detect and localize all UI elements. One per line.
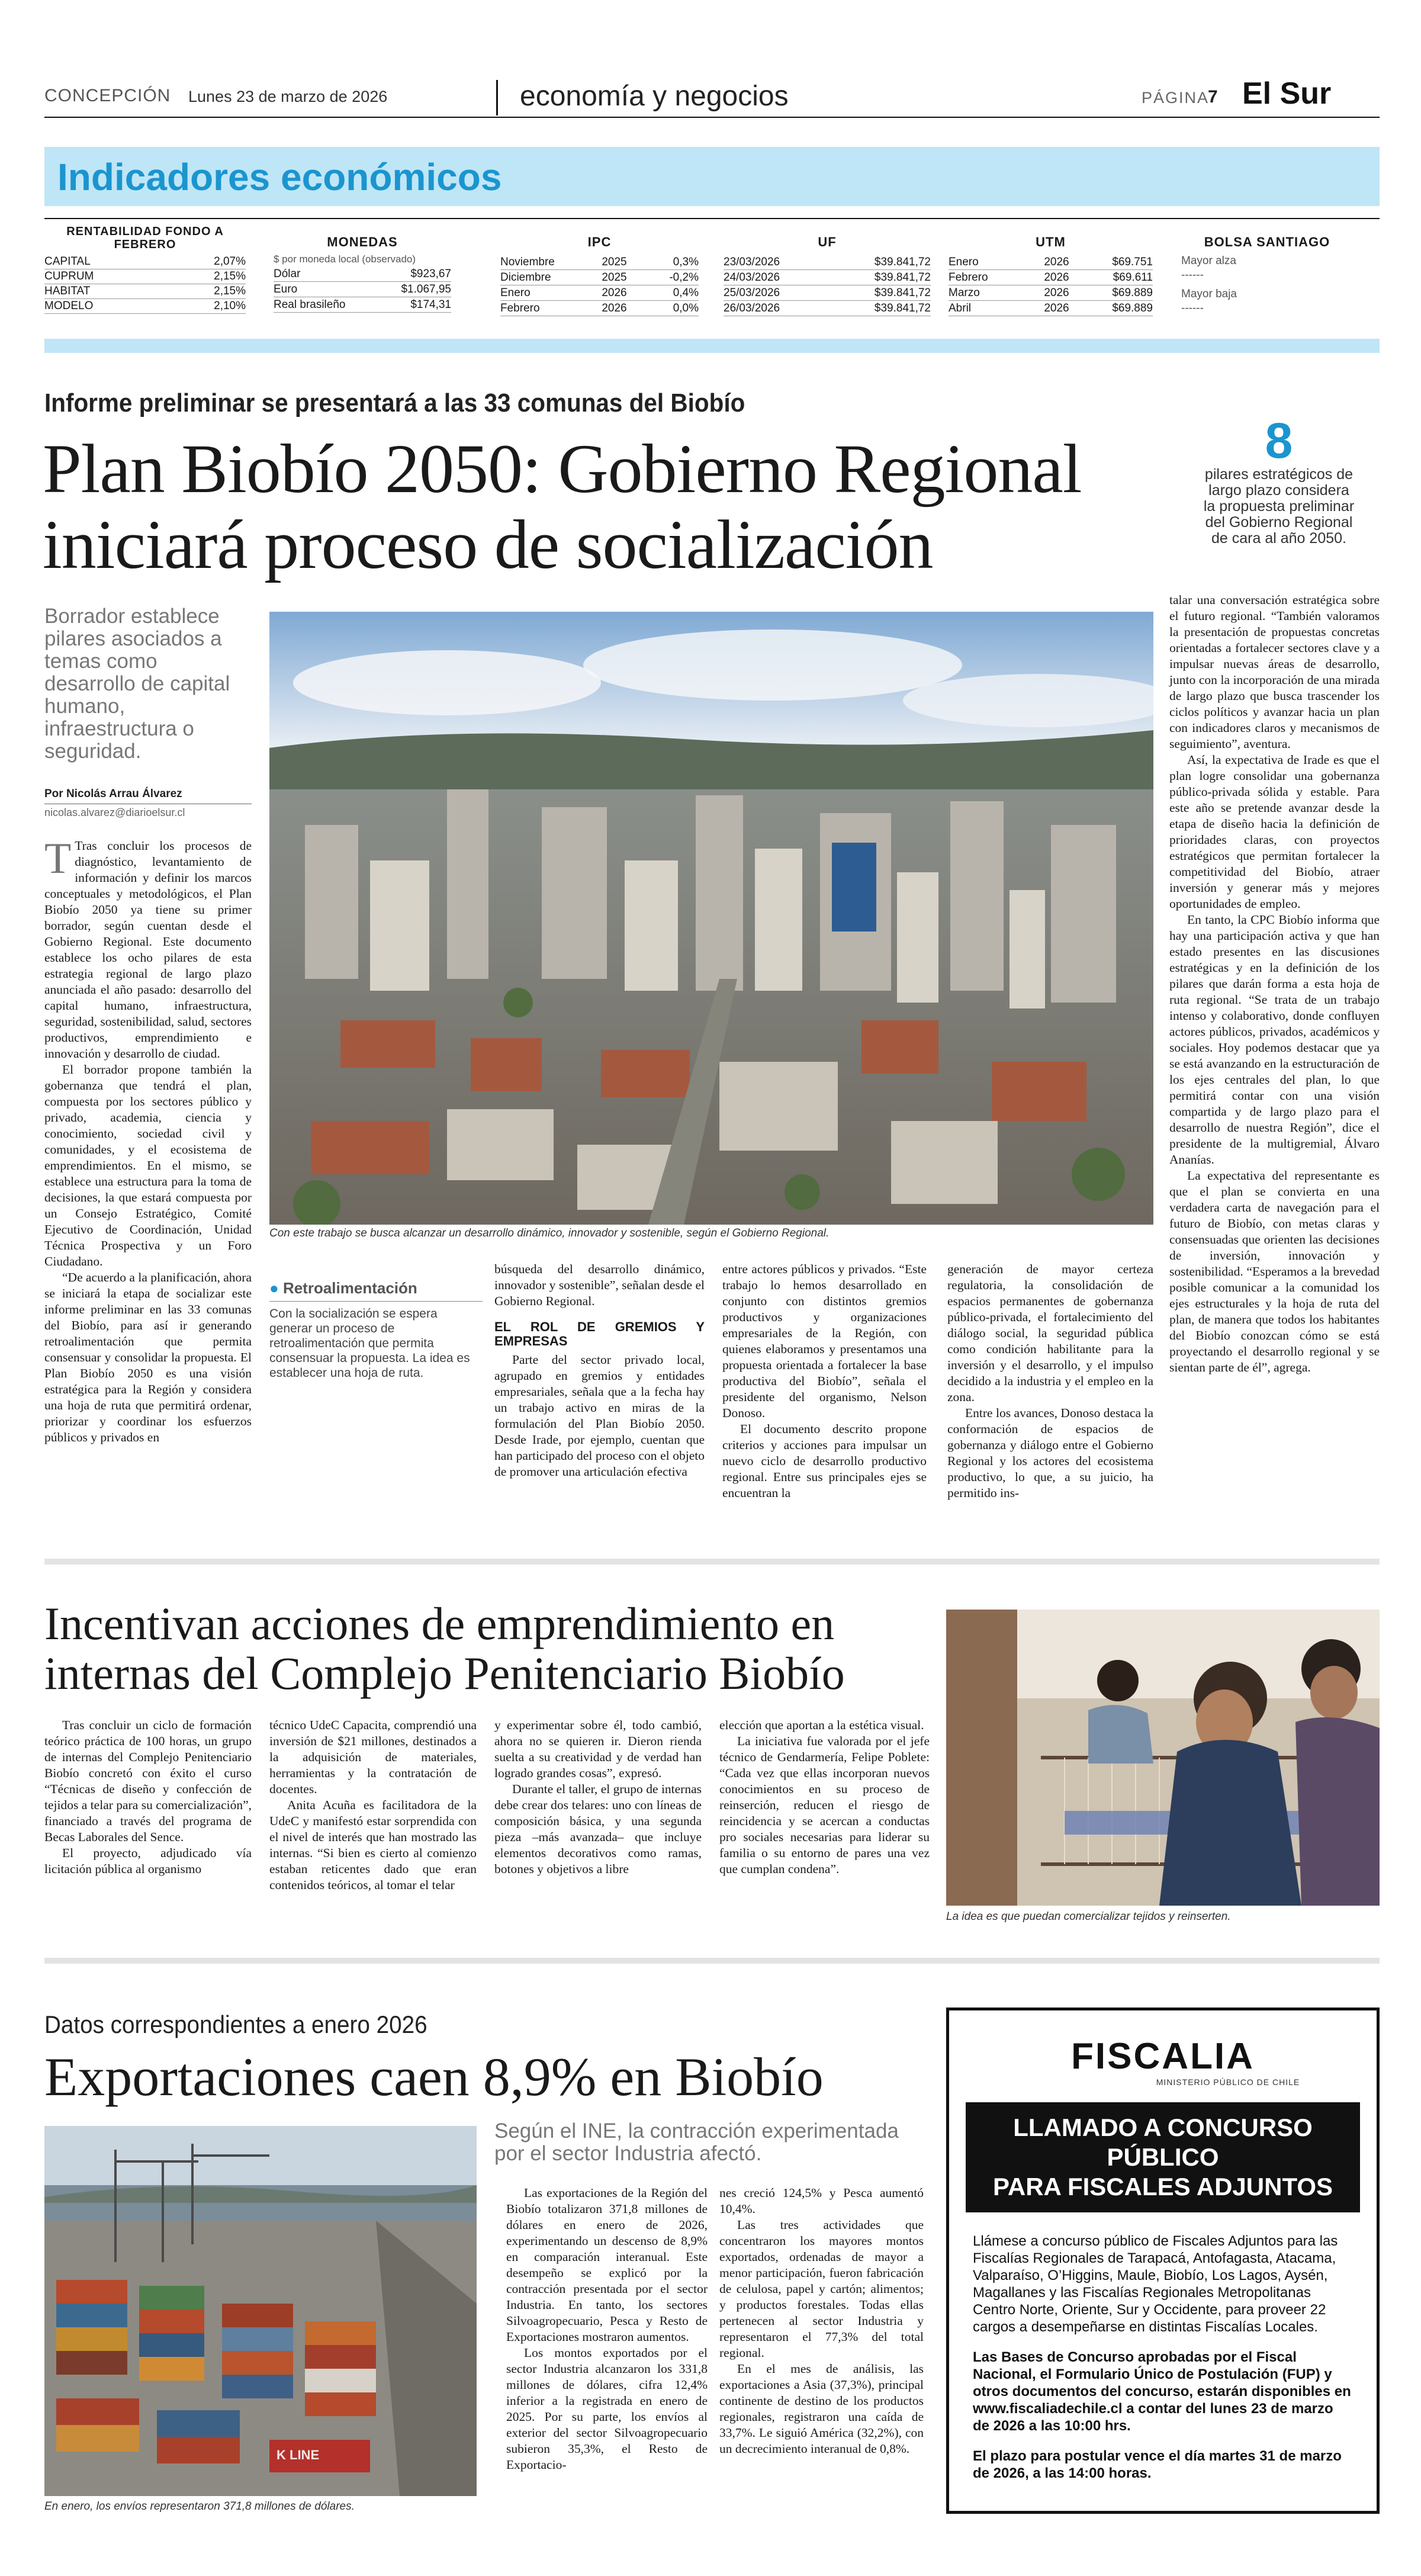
- paragraph: nes creció 124,5% y Pesca aumentó 10,4%.: [719, 2186, 924, 2216]
- article1-kicker: Informe preliminar se presentará a las 33 comunas del Biobío: [44, 388, 745, 417]
- currency-value: $1.067,95: [401, 283, 451, 295]
- ipc-value: -0,2%: [669, 271, 699, 284]
- weaving-photo: [946, 1610, 1380, 1906]
- article1-col3: [494, 1261, 705, 1480]
- ad-paragraph-1: Llámese a concurso público de Fiscales Adjuntos para las Fiscalías Regionales de Tarapacá, Antofagasta, Atacama, Valparaíso, O’Higgins, Maule, Biobío, Los Lagos, Aysén, Magallanes y las Fiscalías Regionales Metropolitanas Centro Norte, Oriente, Sur y Occidente, para proveer 22 cargos a desempeñarse en distintas Fiscalías Locales.: [973, 2233, 1338, 2335]
- utm-year: 2026: [1044, 271, 1069, 284]
- port-photo-caption: En enero, los envíos representaron 371,8 millones de dólares.: [44, 2500, 355, 2513]
- fund-title-line1: RENTABILIDAD FONDO A: [66, 225, 224, 238]
- paragraph: En tanto, la CPC Biobío informa que hay una participación activa y que han estado presentes en las discusiones estratégicas y en la definición de los pilares que darán forma a esta hoja de ruta regional. “Se trata de un trabajo intenso y colaborativo, donde confluyen actores públicos, privados, académicos y sociales. Hoy podemos destacar que ya se está avanzando en la estructuración de los ejes centrales del plan, lo que permitirá contar con una visión compartida y de largo plazo para el desarrollo de nuestra Región”, dice el presidente de la multigremial, Álvaro Ananías.: [1169, 913, 1380, 1167]
- currency-table: [274, 235, 451, 313]
- byline-email[interactable]: nicolas.alvarez@diarioelsur.cl: [44, 807, 185, 818]
- utm-month: Febrero: [949, 271, 988, 284]
- paragraph: Las exportaciones de la Región del Biobío totalizaron 371,8 millones de dólares en enero de 2026, experimentando un descenso de 8,9% en comparación interanual. Este desempeño se explicó por la contracción presentada por el sector Industria. En tanto, los sectores Silvoagropecuario, Pesca y Resto de Exportaciones mostraron aumentos.: [506, 2186, 708, 2344]
- utm-year: 2026: [1044, 256, 1069, 268]
- utm-year: 2026: [1044, 287, 1069, 299]
- article3-col2: [719, 2185, 924, 2457]
- paragraph: Anita Acuña es facilitadora de la UdeC y manifestó estar sorprendida con el nivel de interés que han mostrado las internas. “Si bien es cierto al comienzo estaban reticentes dado que eran contenidos teóricos, al tomar el telar: [269, 1798, 477, 1892]
- ipc-year: 2026: [602, 287, 627, 299]
- article3-headline: Exportaciones caen 8,9% en Biobío: [44, 2047, 824, 2107]
- stock-up-value: ------: [1181, 269, 1204, 281]
- ipc-month: Febrero: [500, 302, 540, 314]
- stock-down-value: ------: [1181, 302, 1204, 314]
- stock-down-label: Mayor baja: [1181, 288, 1237, 300]
- ad-title-line: LLAMADO A CONCURSO PÚBLICO: [1013, 2114, 1313, 2171]
- uf-value: $39.841,72: [874, 287, 931, 299]
- paragraph: y experimentar sobre él, todo cambió, ahora no se quieren ir. Dieron rienda suelta a su creatividad y de verdad han logrado grandes cosas”, expresó.: [494, 1718, 702, 1780]
- fiscalia-logo: FISCALIA: [1071, 2036, 1255, 2077]
- article3-deck: Según el INE, la contracción experimentada por el sector Industria afectó.: [494, 2119, 899, 2165]
- city-photo: [269, 612, 1153, 1225]
- currency-value: $923,67: [410, 268, 451, 280]
- indicators-banner: [44, 147, 1380, 206]
- paragraph: La expectativa del representante es que el plan se convierta en una verdadera carta de navegación para el futuro de Biobío, con metas claras y consensuadas que orienten las decisiones de inversión, innovación y sostenibilidad. “Esperamos a la brevedad posible comunicar a la comunidad los ejes estructurales y la hoja de ruta del plan, de manera que todos los habitantes del Biobío conozcan cómo se está proyectando el desarrollo regional y se sientan parte de él”, agrega.: [1169, 1168, 1380, 1374]
- uf-value: $39.841,72: [874, 256, 931, 268]
- article2-col1: [44, 1717, 252, 1877]
- ad-paragraph-2: Las Bases de Concurso aprobadas por el Fiscal Nacional, el Formulario Único de Postulación (FUP) y otros documentos del concurso, estarán disponibles en www.fiscaliadechile.cl a contar del lunes 23 de marzo de 2026 a las 10:00 hrs.: [973, 2349, 1351, 2434]
- utm-month: Abril: [949, 302, 972, 314]
- paragraph: Durante el taller, el grupo de internas debe crear dos telares: uno con líneas de composición básica, y una segunda pieza –más avanzada– que incluye elementos decorativos como ramas, botones y objetivos a libre: [494, 1782, 702, 1876]
- page-label: PÁGINA: [1142, 89, 1210, 107]
- subhead: EL ROL DE GREMIOS Y EMPRESAS: [494, 1319, 705, 1348]
- utm-year: 2026: [1044, 302, 1069, 314]
- paragraph: El proyecto, adjudicado vía licitación pública al organismo: [44, 1846, 252, 1876]
- paragraph: Entre los avances, Donoso destaca la conformación de espacios de gobernanza y diálogo entre el Gobierno Regional y los actores del ecosistema productivo, lo que, a su juicio, ha permitido ins-: [947, 1406, 1153, 1500]
- page-number: 7: [1208, 87, 1218, 107]
- paragraph: Las tres actividades que concentraron los mayores montos exportados, ordenadas de mayor a menor participación, fueron fabricación de celulosa, papel y cartón; alimentos; y productos forestales. Todas ellas pertenecen al sector Industria y representaron el 77,3% del total regional.: [719, 2218, 924, 2360]
- fund-title-line2: FEBRERO: [114, 238, 176, 251]
- paragraph: La iniciativa fue valorada por el jefe técnico de Gendarmería, Felipe Poblete: “Cada vez que ellas incorporan nuevos conocimientos en su proceso de reinserción, reducen el riesgo de reincidencia y se acercan a conductas pro sociales necesarias para liderar su familia o su entorno de pares una vez que cumplan condena”.: [719, 1734, 930, 1876]
- utm-value: $69.889: [1112, 302, 1153, 314]
- paragraph: elección que aportan a la estética visual.: [719, 1718, 924, 1732]
- article2-headline: [44, 1599, 845, 1698]
- pension-fund-table: [44, 225, 246, 314]
- section-title: economía y negocios: [520, 81, 789, 112]
- utm-title: UTM: [1036, 235, 1066, 249]
- utm-month: Marzo: [949, 287, 980, 299]
- stat-box: [1202, 415, 1356, 547]
- article1-col5: [947, 1261, 1153, 1501]
- paragraph: Tras concluir un ciclo de formación teórico práctica de 100 horas, un grupo de internas del Complejo Penitenciario Biobío concretó con éxito el curso “Técnicas de diseño y confección de tejidos a telar para su comercialización”, financiado a través del programa de Becas Laborales del Sence.: [44, 1718, 252, 1844]
- currency-value: $174,31: [410, 298, 451, 311]
- article1-deck: Borrador establece pilares asociados a temas como desarrollo de capital humano, infraestructura o seguridad.: [44, 605, 230, 763]
- article1-col6: [1169, 592, 1380, 1376]
- ipc-value: 0,4%: [673, 287, 699, 299]
- utm-table: [949, 235, 1153, 316]
- indicators-bottom-bar: [44, 339, 1380, 353]
- stat-text: pilares estratégicos de largo plazo considera la propuesta preliminar del Gobierno Regional de cara al año 2050.: [1203, 466, 1355, 547]
- utm-value: $69.889: [1112, 287, 1153, 299]
- ipc-table: [500, 235, 699, 316]
- uf-value: $39.841,72: [874, 302, 931, 314]
- fund-value: 2,15%: [214, 285, 246, 297]
- paragraph: Los montos exportados por el sector Industria alcanzaron los 331,8 millones de dólares, cifra 12,4% inferior a la registrada en enero de 2025. Por su parte, los envíos al exterior del sector Silvoagropecuario subieron 35,3%, el Resto de Exportacio-: [506, 2346, 708, 2472]
- currency-name: Euro: [274, 283, 298, 295]
- sidebar-title: Retroalimentación: [282, 1279, 417, 1297]
- ad-title-line: PARA FISCALES ADJUNTOS: [992, 2173, 1333, 2201]
- container-label: K LINE: [277, 2447, 320, 2462]
- article2-col4: [719, 1717, 930, 1877]
- paragraph: El documento descrito propone criterios y acciones para impulsar un nuevo ciclo de desarrollo productivo regional. Entre sus principales ejes se encuentran la: [722, 1422, 927, 1500]
- fund-name: HABITAT: [44, 285, 91, 297]
- ipc-value: 0,0%: [673, 302, 699, 314]
- paragraph: Así, la expectativa de Irade es que el plan logre consolidar una gobernanza público-privada sólida y estable. Para este año se pretende avanzar desde la etapa de diseño hacia la definición de prioridades claras, con proyectos estratégicos que permitan fortalecer la competitividad del Biobío, atraer inversión y generar más y mejores oportunidades de empleo.: [1169, 753, 1380, 911]
- uf-date: 25/03/2026: [724, 287, 780, 299]
- issue-date: Lunes 23 de marzo de 2026: [188, 88, 388, 105]
- utm-value: $69.751: [1112, 256, 1153, 268]
- ipc-month: Noviembre: [500, 256, 555, 268]
- paragraph: técnico UdeC Capacita, comprendió una inversión de $21 millones, destinados a la adquisición de materiales, herramientas y la contratación de docentes.: [269, 1718, 477, 1796]
- drop-cap: T: [44, 834, 72, 883]
- paragraph: búsqueda del desarrollo dinámico, innovador y sostenible”, señalan desde el Gobierno Regional.: [494, 1262, 705, 1308]
- ad-title-box: [966, 2102, 1360, 2212]
- currency-name: Dólar: [274, 268, 301, 280]
- fund-value: 2,10%: [214, 300, 246, 312]
- ipc-year: 2026: [602, 302, 627, 314]
- city-photo-caption: Con este trabajo se busca alcanzar un desarrollo dinámico, innovador y sostenible, según el Gobierno Regional.: [269, 1227, 830, 1239]
- fund-value: 2,07%: [214, 255, 246, 268]
- bullet-icon: ●: [269, 1279, 283, 1297]
- article1-col1: [44, 834, 252, 1446]
- currency-name: Real brasileño: [274, 298, 346, 311]
- stock-title: BOLSA SANTIAGO: [1204, 235, 1330, 249]
- ipc-year: 2025: [602, 271, 627, 284]
- fund-value: 2,15%: [214, 270, 246, 282]
- fund-name: CAPITAL: [44, 255, 91, 268]
- article3-col1: [506, 2185, 708, 2473]
- currency-title: MONEDAS: [327, 235, 398, 249]
- fiscalia-ad: [946, 2008, 1380, 2514]
- fund-name: CUPRUM: [44, 270, 94, 282]
- currency-subtitle: $ por moneda local (observado): [274, 253, 416, 265]
- article2-col3: [494, 1717, 702, 1877]
- fiscalia-logo-sub: MINISTERIO PÚBLICO DE CHILE: [1156, 2077, 1300, 2087]
- utm-value: $69.611: [1113, 271, 1153, 284]
- ipc-value: 0,3%: [673, 256, 699, 268]
- headline-line: iniciará proceso de socialización: [43, 506, 933, 583]
- indicators-title: Indicadores económicos: [57, 156, 502, 198]
- paragraph: Parte del sector privado local, agrupado en gremios y entidades empresariales, señala que a la fecha hay un trabajo activo en miras de la formulación del Plan Biobío 2050. Desde Irade, por ejemplo, cuentan que han participado del proceso con el objeto de promover una articulación efectiva: [494, 1353, 705, 1479]
- byline: Por Nicolás Arrau Álvarez: [44, 788, 182, 800]
- paragraph: generación de mayor certeza regulatoria, la consolidación de espacios permanentes de gobernanza público-privada, el fortalecimiento del diálogo social, la seguridad pública como condición habilitante para la inversión y el desarrollo, y el impulso decidido a la industria y el empleo en la zona.: [947, 1262, 1153, 1404]
- uf-value: $39.841,72: [874, 271, 931, 284]
- uf-table: [724, 235, 931, 316]
- weaving-photo-caption: La idea es que puedan comercializar tejidos y reinserten.: [946, 1910, 1231, 1923]
- stock-up-label: Mayor alza: [1181, 255, 1236, 267]
- uf-title: UF: [818, 235, 837, 249]
- city-label: CONCEPCIÓN: [44, 86, 171, 105]
- stock-exchange-box: [1181, 235, 1353, 316]
- stat-number: 8: [1265, 413, 1293, 468]
- uf-date: 23/03/2026: [724, 256, 780, 268]
- uf-date: 24/03/2026: [724, 271, 780, 284]
- ipc-title: IPC: [587, 235, 612, 249]
- ipc-month: Diciembre: [500, 271, 551, 284]
- paragraph: entre actores públicos y privados. “Este trabajo lo hemos desarrollado en conjunto con distintos gremios productivos y organizaciones empresariales de la Región, con quienes elaboramos y presentamos una propuesta orientada a fortalecer la base productiva del Biobío”, señala el presidente del organismo, Nelson Donoso.: [722, 1262, 927, 1420]
- newspaper-logo: El Sur: [1242, 76, 1332, 111]
- ipc-month: Enero: [500, 287, 531, 299]
- fund-name: MODELO: [44, 300, 94, 312]
- port-photo: [44, 2126, 477, 2496]
- article2-col2: [269, 1717, 477, 1893]
- ipc-year: 2025: [602, 256, 627, 268]
- paragraph: talar una conversación estratégica sobre el futuro regional. “También valoramos la presentación de propuestas concretas orientadas a fortalecer sectores clave y a impulsar nuevas áreas de desarrollo, junto con la incorporación de una mirada de largo plazo que busca trascender los ciclos políticos y avanzar hacia un plan con indicadores claros y mecanismos de seguimiento”, aventura.: [1169, 593, 1380, 751]
- article1-col4: [722, 1261, 927, 1501]
- paragraph: “De acuerdo a la planificación, ahora se iniciará la etapa de socializar este informe preliminar en las 33 comunas del Biobío, para así ir generando retroalimentación que permita consensuar y consolidar la propuesta. El Plan Biobío 2050 es una visión estratégica para la Región y considera una hoja de ruta que permitirá ordenar, priorizar y coordinar los esfuerzos públicos y privados en: [44, 1270, 252, 1444]
- sidebar-text: Con la socialización se espera generar un proceso de retroalimentación que permita consensuar la propuesta. La idea es establecer una hoja de ruta.: [269, 1307, 470, 1380]
- uf-date: 26/03/2026: [724, 302, 780, 314]
- headline-line: Plan Biobío 2050: Gobierno Regional: [43, 430, 1082, 508]
- article3-kicker: Datos correspondientes a enero 2026: [44, 2010, 427, 2038]
- headline-line: internas del Complejo Penitenciario Biobío: [44, 1647, 845, 1699]
- paragraph: En el mes de análisis, las exportaciones a Asia (37,3%), principal continente de destino de los productos regionales, registraron una caída de 33,7%. Le siguió América (32,2%), con un decrecimiento interanual de 0,8%.: [719, 2362, 924, 2456]
- utm-month: Enero: [949, 256, 979, 268]
- paragraph: Tras concluir los procesos de diagnóstico, levantamiento de información y definir los marcos conceptuales y metodológicos, el Plan Biobío 2050 ya tiene su primer borrador, según cuentan desde el Gobierno Regional. Este documento establece los ocho pilares de esta estrategia regional de largo plazo anunciada el año pasado: desarrollo del capital humano, infraestructura, seguridad, sostenibilidad, salud, sectores productivos, emprendimiento e innovación y desarrollo de ciudad.: [44, 839, 252, 1061]
- article1-headline: [43, 431, 1082, 583]
- sidebar-feedback: [269, 1279, 483, 1380]
- headline-line: Incentivan acciones de emprendimiento en: [44, 1598, 835, 1649]
- paragraph: El borrador propone también la gobernanza que tendrá el plan, compuesta por los sectores público y privado, academia, ciencia y conocimiento, sociedad civil y comunidades, y el ecosistema de emprendimientos. En el mismo, se establece una estructura para la toma de decisiones, la que estará compuesta por un Consejo Estratégico, Comité Ejecutivo de Coordinación, Unidad Técnica Prospectiva y un Foro Ciudadano.: [44, 1062, 252, 1268]
- ad-paragraph-3: El plazo para postular vence el día martes 31 de marzo de 2026, a las 14:00 horas.: [973, 2448, 1342, 2481]
